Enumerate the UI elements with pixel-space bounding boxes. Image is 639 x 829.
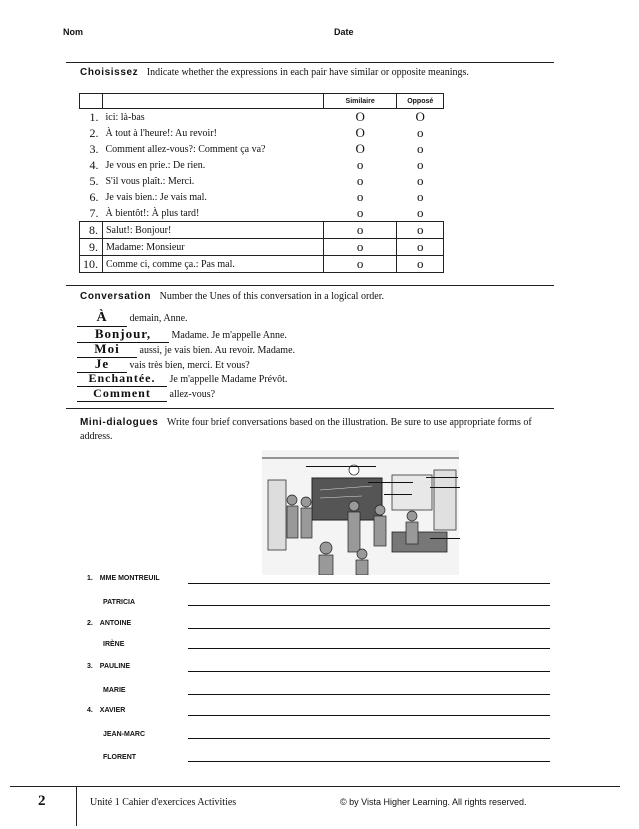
similar-option[interactable]: o (323, 222, 397, 239)
row-expression: À bientôt!: À plus tard! (105, 207, 200, 219)
oppose-option[interactable]: o (397, 222, 444, 239)
footer-divider (10, 786, 620, 787)
similar-column-header: Similaire (323, 94, 397, 109)
classroom-illustration (262, 450, 459, 575)
name-label: Nom (63, 27, 83, 37)
row-expression: ici: là-bas (105, 111, 145, 123)
row-expression: Je vous en prie.: De rien. (105, 159, 206, 171)
table-row (80, 173, 444, 189)
oppose-option[interactable]: o (397, 256, 444, 273)
row-number: 3. (89, 141, 99, 156)
answer-line[interactable] (188, 761, 550, 762)
section-instruction: Indicate whether the expressions in each pair have similar or opposite meanings. (146, 67, 469, 78)
table-row (80, 157, 444, 173)
similar-option[interactable]: o (323, 256, 397, 273)
conversation-line (77, 386, 215, 402)
section-title: Mini-dialogues (80, 417, 159, 428)
row-expression: Je vais bien.: Je vais mal. (105, 191, 207, 203)
oppose-option[interactable]: o (397, 239, 444, 256)
dialogue-item (87, 707, 125, 714)
dialogue-number: 3. (87, 663, 93, 670)
similar-option[interactable]: O (355, 141, 365, 156)
page-number: 2 (38, 793, 46, 809)
answer-line[interactable] (188, 648, 550, 649)
footer-separator (76, 786, 77, 826)
conversation-heading (80, 291, 384, 302)
table-row (80, 189, 444, 205)
table-row (80, 222, 444, 239)
row-expression: À tout à l'heure!: Au revoir! (105, 127, 217, 139)
section-instruction: Number the Unes of this conversation in a logical order. (159, 291, 384, 302)
conversation-text: Madame. Je m'appelle Anne. (171, 330, 287, 341)
dialogue-number: 2. (87, 620, 93, 627)
row-number: 8. (80, 222, 103, 239)
row-expression: Salut!: Bonjour! (103, 222, 324, 239)
conversation-text: Je m'appelle Madame Prévôt. (169, 374, 288, 385)
speaker-name: ANTOINE (99, 620, 132, 627)
callout-line (426, 477, 458, 478)
row-expression: S'il vous plaît.: Merci. (105, 175, 195, 187)
row-expression: Comme ci, comme ça.: Pas mal. (103, 256, 324, 273)
similar-option[interactable]: O (355, 125, 365, 140)
answer-line[interactable] (188, 583, 550, 584)
answer-line[interactable] (188, 694, 550, 695)
callout-line (430, 487, 460, 488)
conversation-line (77, 310, 188, 327)
answer-line[interactable] (188, 628, 550, 629)
choisissez-heading (80, 67, 469, 78)
callout-line (368, 482, 413, 483)
order-blank[interactable]: Bonjour, (77, 326, 169, 343)
dialogue-number: 1. (87, 575, 93, 582)
callout-line (430, 538, 460, 539)
order-blank[interactable]: Enchantée. (77, 371, 167, 387)
speaker-name: PATRICIA (103, 599, 136, 606)
speaker-name: PAULINE (99, 663, 131, 670)
speaker-name: JEAN-MARC (103, 731, 145, 738)
similar-option[interactable]: o (356, 205, 364, 220)
callout-line (306, 466, 376, 467)
conversation-line (77, 371, 287, 387)
order-blank[interactable]: Moi (77, 341, 137, 358)
choisissez-table (79, 93, 444, 273)
section-divider (66, 62, 554, 63)
similar-option[interactable]: o (356, 189, 364, 204)
row-number: 4. (89, 157, 99, 172)
speaker-name: MME MONTREUIL (99, 575, 160, 582)
row-number: 9. (80, 239, 103, 256)
conversation-text: vais très bien, merci. Et vous? (129, 360, 250, 371)
row-number: 6. (89, 189, 99, 204)
row-number: 5. (89, 173, 99, 188)
oppose-option[interactable]: o (416, 173, 424, 188)
table-row (80, 125, 444, 141)
footer-copyright: © by Vista Higher Learning. All rights reserved. (340, 797, 527, 807)
conversation-text: demain, Anne. (129, 313, 188, 324)
similar-option[interactable]: o (356, 173, 364, 188)
similar-option[interactable]: o (356, 157, 364, 172)
oppose-option[interactable]: O (415, 109, 425, 124)
row-number: 1. (89, 109, 99, 124)
dialogue-item (87, 575, 160, 582)
speaker-name: XAVIER (99, 707, 126, 714)
section-divider (66, 408, 554, 409)
oppose-option[interactable]: o (416, 205, 424, 220)
row-number: 10. (80, 256, 103, 273)
oppose-option[interactable]: o (416, 157, 424, 172)
footer-unit: Unité 1 Cahier d'exercices Activities (90, 797, 237, 808)
table-header-row (80, 94, 444, 109)
row-expression: Madame: Monsieur (103, 239, 324, 256)
table-row (80, 109, 444, 126)
table-row (80, 256, 444, 273)
dialogue-number: 4. (87, 707, 93, 714)
oppose-option[interactable]: o (416, 189, 424, 204)
order-blank[interactable]: À (77, 310, 127, 327)
date-label: Date (334, 27, 354, 37)
answer-line[interactable] (188, 671, 550, 672)
section-divider (66, 285, 554, 286)
answer-line[interactable] (188, 738, 550, 739)
speaker-name: FLORENT (103, 754, 137, 761)
oppose-column-header: Opposé (397, 94, 444, 109)
answer-line[interactable] (188, 605, 550, 606)
answer-line[interactable] (188, 715, 550, 716)
dialogue-item (87, 620, 131, 627)
row-expression: Comment allez-vous?: Comment ça va? (105, 143, 266, 155)
speaker-name: IRÈNE (103, 641, 125, 648)
section-title: Conversation (80, 291, 152, 302)
oppose-option[interactable]: o (416, 141, 424, 156)
mini-dialogues-heading (80, 416, 540, 444)
dialogue-item (87, 663, 130, 670)
order-blank[interactable]: Comment (77, 386, 167, 402)
order-blank[interactable]: Je (77, 356, 127, 373)
row-number: 2. (89, 125, 99, 140)
conversation-text: aussi, je vais bien. Au revoir. Madame. (139, 345, 296, 356)
section-instruction: Write four brief conversations based on the illustration. Be sure to use appropriate forms of address. (80, 417, 532, 442)
table-row (80, 239, 444, 256)
callout-line (384, 494, 412, 495)
similar-option[interactable]: O (355, 109, 365, 124)
speaker-name: MARIE (103, 687, 126, 694)
row-number: 7. (89, 205, 99, 220)
similar-option[interactable]: o (323, 239, 397, 256)
section-title: Choisissez (80, 67, 139, 78)
conversation-text: allez-vous? (169, 389, 216, 400)
oppose-option[interactable]: o (416, 125, 424, 140)
table-row (80, 205, 444, 222)
table-row (80, 141, 444, 157)
